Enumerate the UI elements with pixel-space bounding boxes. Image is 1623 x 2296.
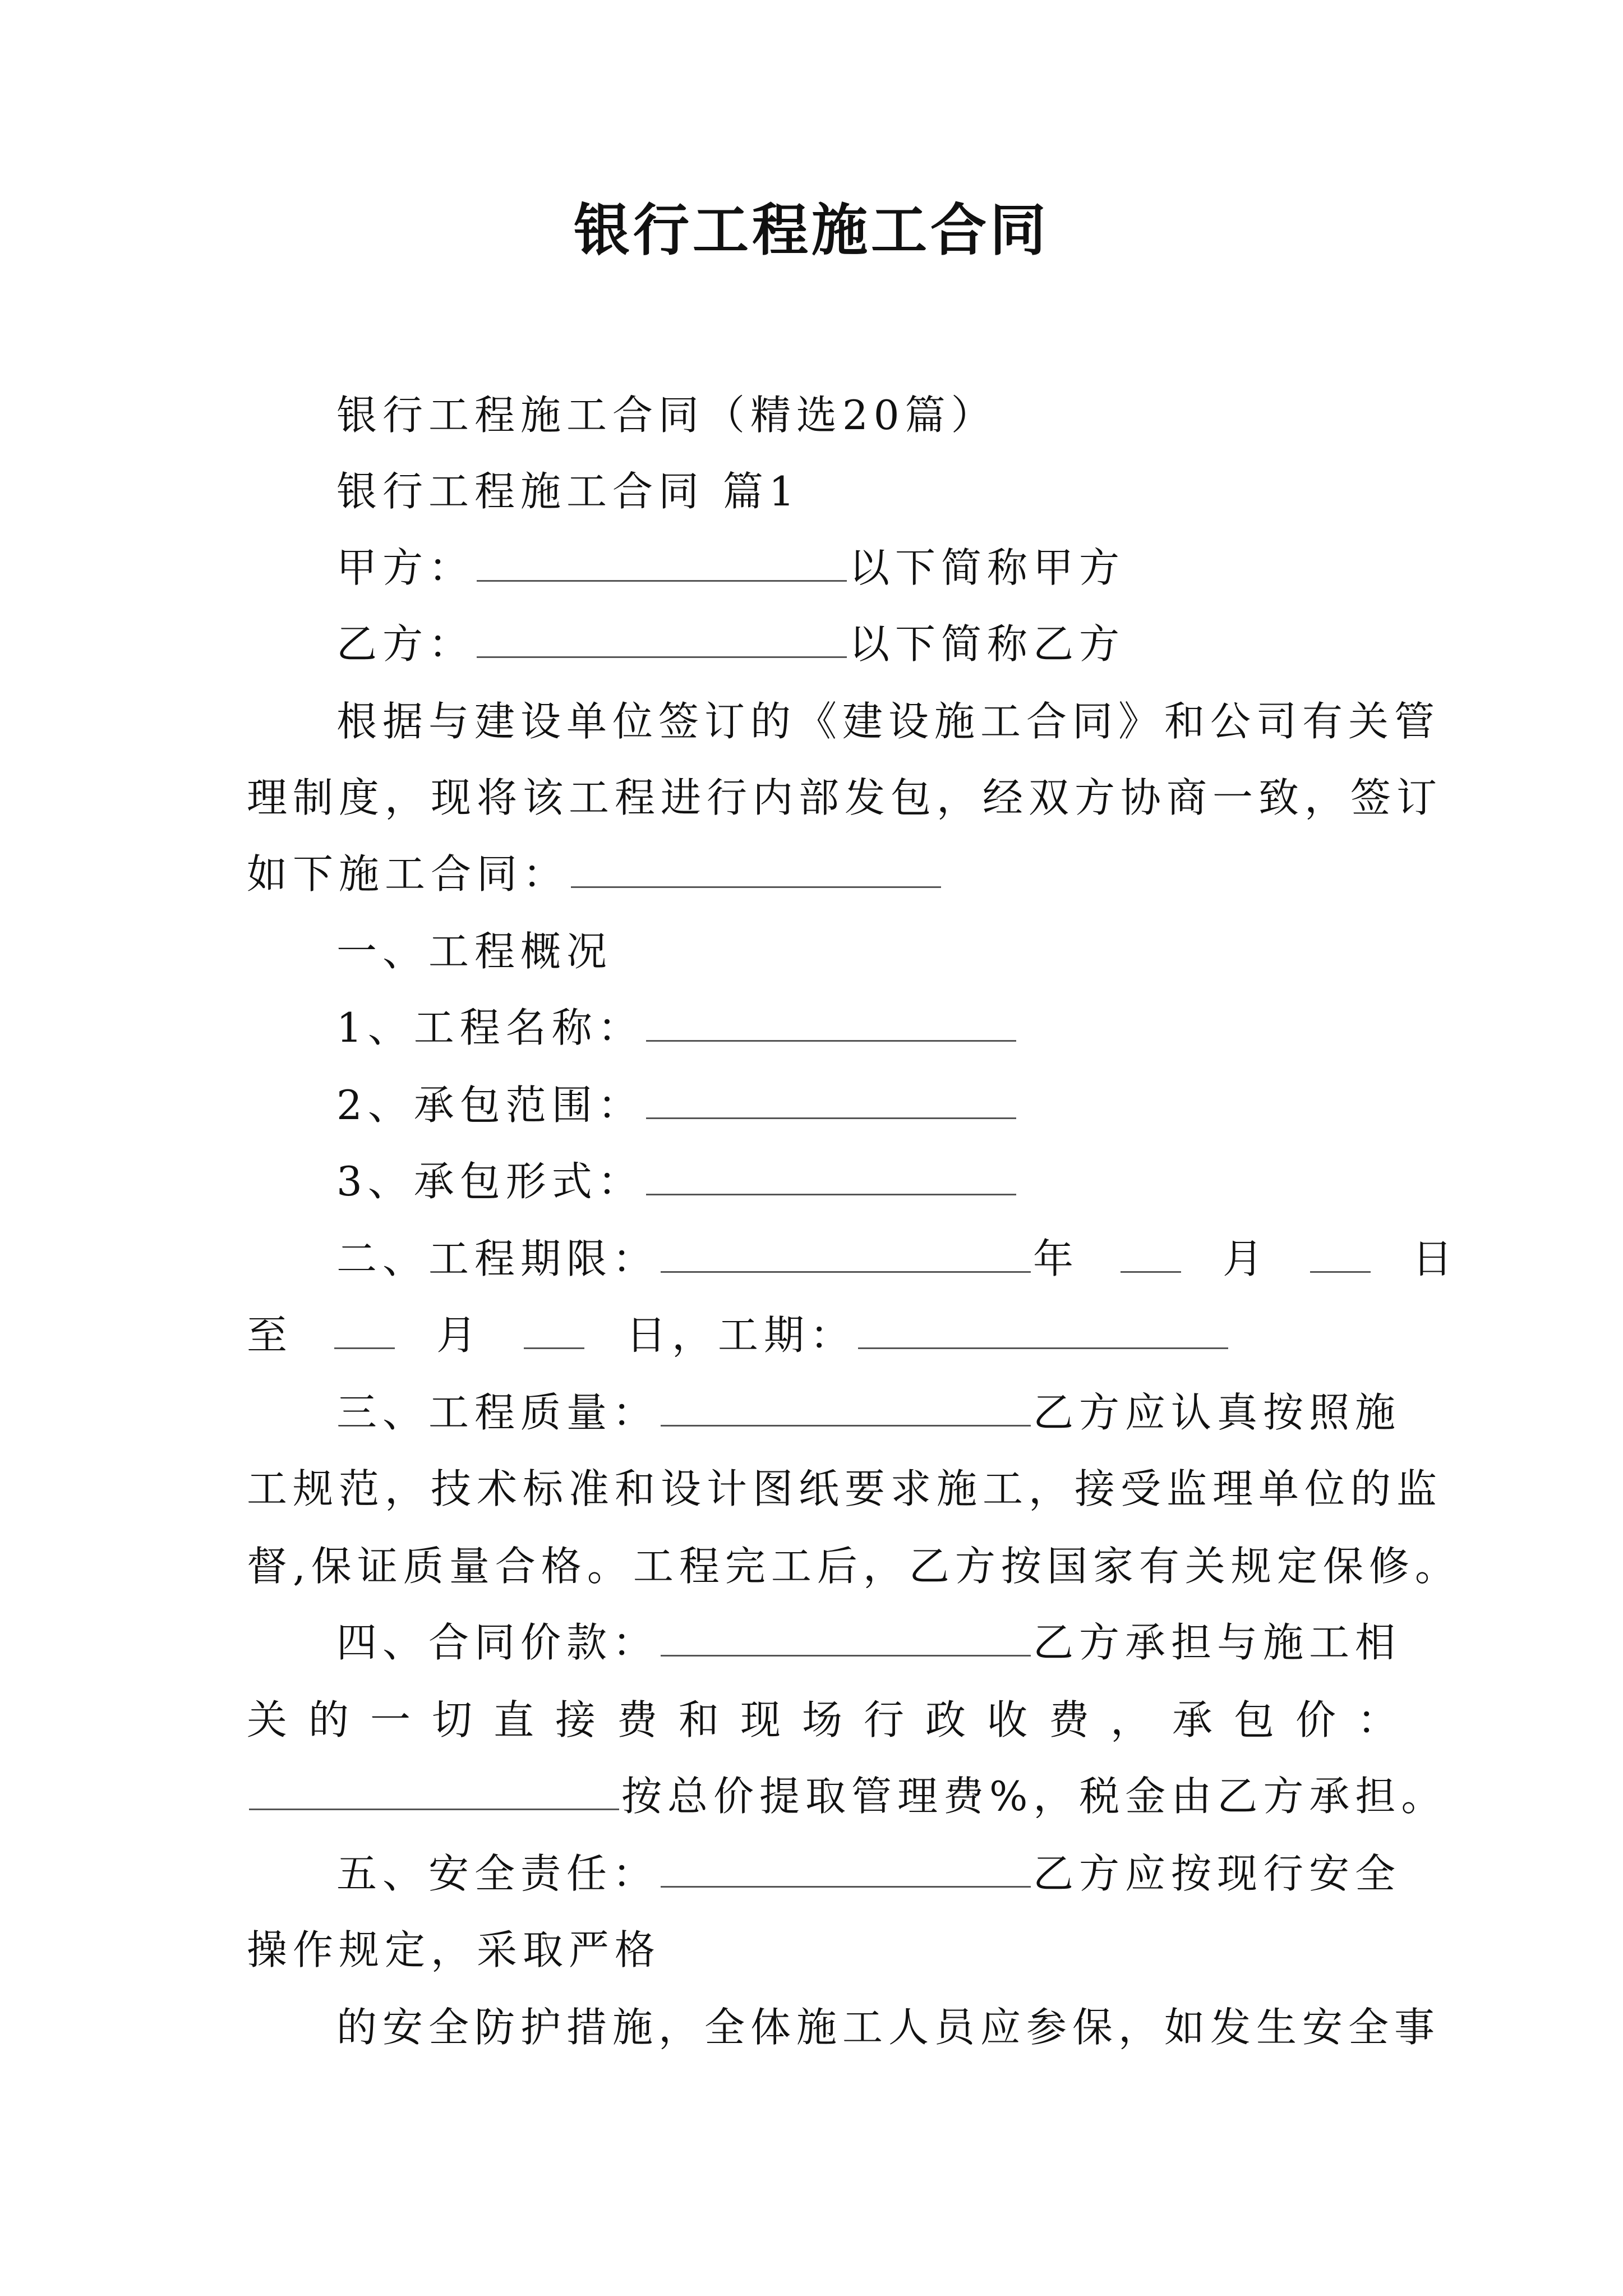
section-4-text-1: 乙方承担与施工相 bbox=[1033, 1619, 1401, 1666]
party-b-note: 以下简称乙方 bbox=[849, 620, 1126, 668]
section-3-line-3 bbox=[247, 1533, 1461, 1600]
section-4-text-3: 按总价提取管理费%，税金由乙方承担。 bbox=[621, 1773, 1447, 1820]
section-4-text-2: 关的一切直接费和现场行政收费，承包价： bbox=[247, 1696, 1419, 1743]
document-title: 银行工程施工合同 bbox=[574, 197, 1049, 263]
section-1-heading bbox=[247, 918, 1481, 985]
intro-text-3: 如下施工合同： bbox=[247, 850, 569, 898]
intro-line-2 bbox=[247, 764, 1443, 831]
section-3-text-2: 工规范，技术标准和设计图纸要求施工，接受监理单位的监 bbox=[247, 1465, 1443, 1512]
to-label: 至 bbox=[247, 1312, 293, 1359]
intro-text-2: 理制度，现将该工程进行内部发包，经双方协商一致，签订 bbox=[247, 774, 1443, 821]
section-5-text-1: 乙方应按现行安全 bbox=[1033, 1850, 1401, 1897]
section-4-line-1 bbox=[247, 1609, 1481, 1676]
intro-blank bbox=[571, 841, 941, 888]
day-period-label: 日，工期： bbox=[626, 1312, 856, 1359]
section-5-blank bbox=[661, 1841, 1031, 1888]
day-blank-1 bbox=[1310, 1226, 1371, 1273]
item-1-blank bbox=[646, 995, 1016, 1042]
item-3-blank bbox=[646, 1149, 1016, 1195]
party-b-label: 乙方： bbox=[336, 620, 475, 668]
item-1-line bbox=[247, 994, 1481, 1061]
item-2-blank bbox=[646, 1073, 1016, 1119]
month-blank-1 bbox=[1121, 1226, 1181, 1273]
section-5-text-2: 操作规定，采取严格 bbox=[247, 1926, 661, 1973]
party-b-line bbox=[247, 610, 1481, 678]
party-b-blank bbox=[477, 611, 847, 658]
intro-line-1 bbox=[247, 688, 1481, 755]
item-3-line bbox=[247, 1148, 1481, 1215]
year-label: 年 bbox=[1033, 1235, 1080, 1282]
item-3-label: 3、承包形式： bbox=[336, 1158, 644, 1205]
section-2-blank bbox=[661, 1226, 1031, 1273]
contract-price-blank bbox=[249, 1764, 619, 1810]
section-2-line-2 bbox=[247, 1301, 1391, 1369]
subtitle-line bbox=[247, 381, 1481, 449]
intro-text-1: 根据与建设单位签订的《建设施工合同》和公司有关管 bbox=[336, 698, 1441, 745]
item-1-label: 1、工程名称： bbox=[336, 1004, 644, 1051]
section-4-blank bbox=[661, 1610, 1031, 1657]
item-2-label: 2、承包范围： bbox=[336, 1082, 644, 1129]
section-5-label: 五、安全责任： bbox=[336, 1850, 659, 1897]
day-label-1: 日 bbox=[1412, 1235, 1459, 1282]
section-5-line-2 bbox=[247, 1916, 1391, 1984]
item-2-line bbox=[247, 1071, 1481, 1139]
section-3-blank bbox=[661, 1380, 1031, 1427]
month-blank-2 bbox=[334, 1303, 395, 1349]
section-3-text-3: 督,保证质量合格。工程完工后，乙方按国家有关规定保修。 bbox=[247, 1543, 1461, 1590]
section-5-line-3 bbox=[247, 1994, 1481, 2061]
day-blank-2 bbox=[524, 1303, 584, 1349]
section-5-text-3: 的安全防护措施，全体施工人员应参保，如发生安全事 bbox=[336, 2004, 1441, 2051]
section-2-label: 二、工程期限： bbox=[336, 1235, 659, 1282]
intro-line-3 bbox=[247, 840, 1391, 908]
party-a-label: 甲方： bbox=[336, 544, 475, 591]
section-3-line-1 bbox=[247, 1379, 1481, 1446]
section-1-heading-text: 一、工程概况 bbox=[336, 928, 613, 975]
party-a-blank bbox=[477, 535, 847, 582]
period-blank bbox=[858, 1303, 1228, 1349]
section-4-label: 四、合同价款： bbox=[336, 1619, 659, 1666]
chapter-text: 银行工程施工合同 篇1 bbox=[336, 468, 800, 515]
section-5-line-1 bbox=[247, 1840, 1481, 1907]
party-a-line bbox=[247, 534, 1481, 601]
section-4-line-2 bbox=[247, 1686, 1419, 1754]
month-label-2: 月 bbox=[436, 1312, 483, 1359]
chapter-line bbox=[247, 458, 1481, 525]
section-3-line-2 bbox=[247, 1455, 1443, 1522]
section-4-line-3 bbox=[247, 1763, 1447, 1830]
section-3-label: 三、工程质量： bbox=[336, 1389, 659, 1436]
subtitle-text: 银行工程施工合同（精选20篇） bbox=[336, 392, 997, 439]
section-3-text-1: 乙方应认真按照施 bbox=[1033, 1389, 1401, 1436]
section-2-line-1 bbox=[247, 1225, 1481, 1292]
party-a-note: 以下简称甲方 bbox=[849, 544, 1126, 591]
month-label-1: 月 bbox=[1223, 1235, 1269, 1282]
